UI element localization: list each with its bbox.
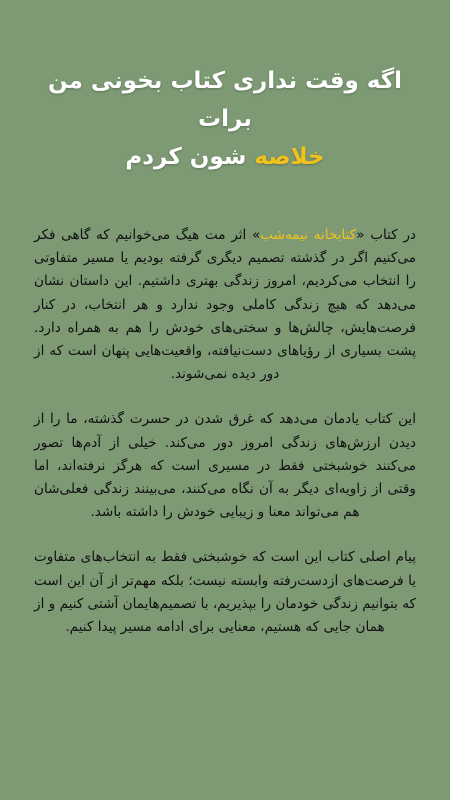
paragraph-1-text: » اثر مت هیگ می‌خوانیم که گاهی فکر می‌کنیم اگر در گذشته تصمیم دیگری گرفته بودیم یا مسیر متفاوتی را انتخاب می‌کردیم، امروز زندگی بهتری داشتیم. این داستان نشان می‌دهد که هیچ زندگی کاملی وجود ندارد و هر انتخاب، در کنار فرصت‌هایش، چالش‌ها و سختی‌های خودش را هم به همراه دارد. پشت بسیاری از رؤیاهای دست‌نیافته، واقعیت‌هایی پنهان است که از دور دیده نمی‌شوند. bbox=[34, 227, 416, 383]
paragraph-2: این کتاب یادمان می‌دهد که غرق شدن در حسرت گذشته، ما را از دیدن ارزش‌های زندگی امروز دور می‌کند. خیلی از آدم‌ها تصور می‌کنند خوشبختی فقط در مسیری است که هرگز نرفته‌اند، اما وقتی از زاویه‌ای دیگر به آن نگاه می‌کنند، می‌بینند زندگی فعلی‌شان هم می‌تواند معنا و زیبایی خودش را داشته باشد. bbox=[34, 411, 416, 521]
headline-highlight-word: خلاصه bbox=[254, 144, 325, 170]
headline-line-2-rest: شون کردم bbox=[125, 144, 255, 170]
paragraph-1 bbox=[34, 224, 416, 386]
headline-line-1: اگه وقت نداری کتاب بخونی من برات bbox=[47, 68, 403, 132]
book-title-highlight: کتابخانه نیمه‌شب bbox=[260, 227, 357, 243]
headline-line-2 bbox=[34, 138, 416, 176]
paragraph-1-lead: در کتاب « bbox=[356, 227, 416, 243]
paragraph-3: پیام اصلی کتاب این است که خوشبختی فقط به انتخاب‌های متفاوت یا فرصت‌های ازدست‌رفته وابسته نیست؛ بلکه مهم‌تر از آن این است که بتوانیم زندگی خودمان را بپذیریم، با تصمیم‌هایمان آشتی کنیم و از همان جایی که هستیم، معنایی برای ادامه مسیر پیدا کنیم. bbox=[34, 549, 416, 636]
summary-body bbox=[34, 224, 416, 639]
headline bbox=[34, 62, 416, 176]
